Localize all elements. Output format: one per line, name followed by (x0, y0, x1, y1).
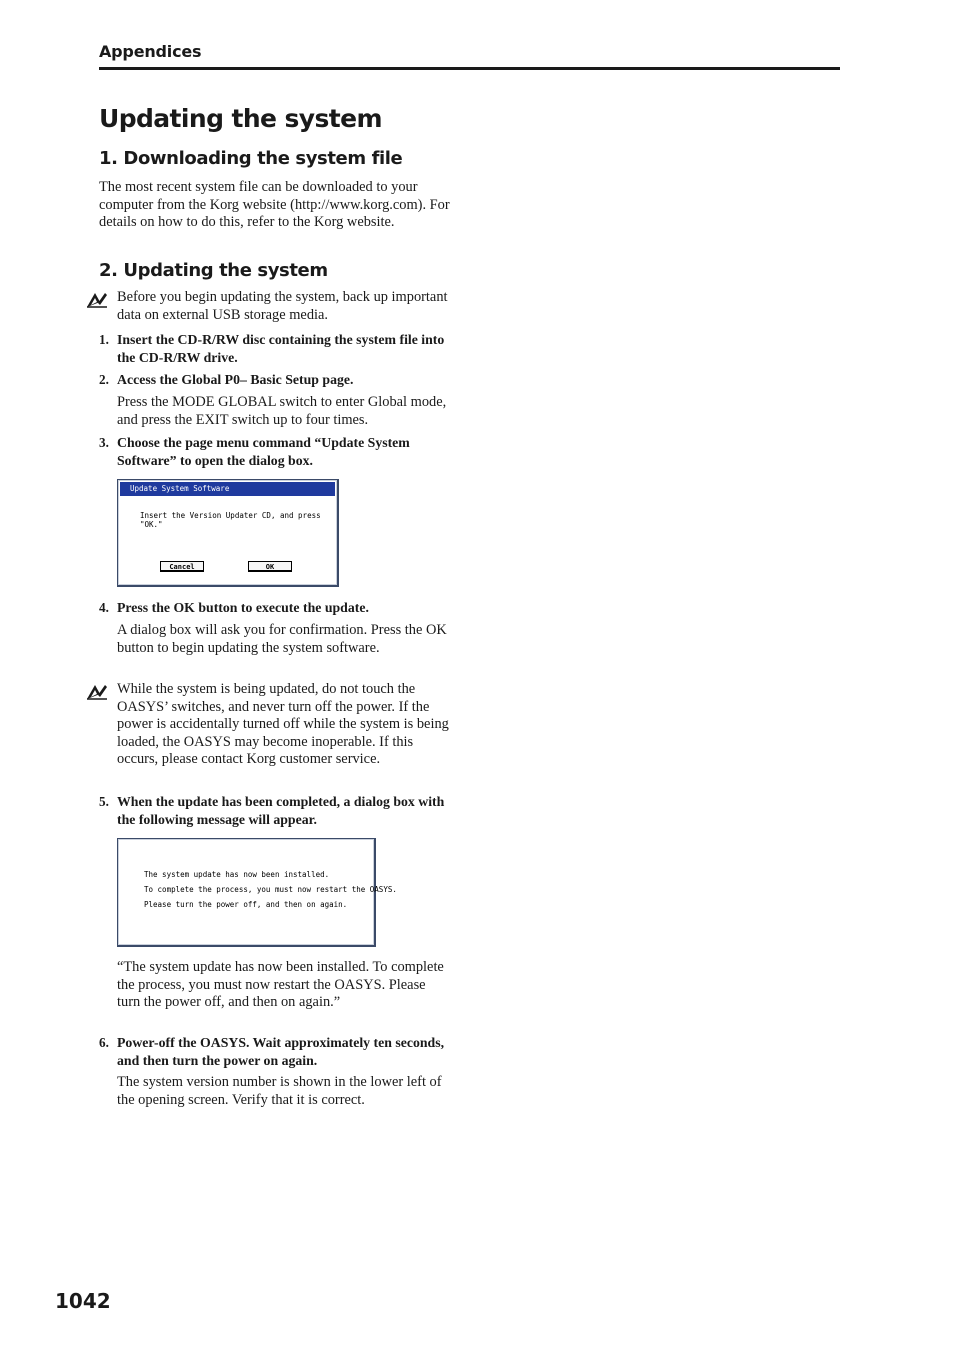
step-number: 6. (99, 1035, 109, 1050)
step-number: 5. (99, 794, 109, 809)
note-backup: Before you begin updating the system, back up important data on external USB storage media. (117, 289, 448, 323)
header-rule (99, 67, 840, 70)
note-do-not-power-off: While the system is being updated, do not touch the OASYS’ switches, and never turn off the power. If the power is accidentally turned off while the system is being loaded, the OASYS may become inoperable. If this occurs, please contact Korg customer service. (117, 681, 449, 767)
step-text: Insert the CD-R/RW disc containing the system file into the CD-R/RW drive. (117, 332, 445, 365)
step-number: 1. (99, 332, 109, 347)
step-text: Access the Global P0– Basic Setup page. (117, 372, 354, 387)
step-body: A dialog box will ask you for confirmation. Press the OK button to begin updating the system software. (117, 622, 447, 656)
step-text: Choose the page menu command “Update System Software” to open the dialog box. (117, 435, 410, 468)
step-body: Press the MODE GLOBAL switch to enter Global mode, and press the EXIT switch up to four times. (117, 394, 447, 428)
section1-heading: 1. Downloading the system file (99, 148, 403, 169)
dialog-title-bar: Update System Software (120, 482, 335, 496)
page-number: 1042 (55, 1289, 111, 1313)
update-dialog-screenshot (117, 479, 339, 587)
running-head: Appendices (99, 42, 202, 61)
page-title: Updating the system (99, 104, 382, 133)
dialog-message-line: To complete the process, you must now restart the OASYS. (144, 885, 397, 894)
dialog-message-line: Please turn the power off, and then on again. (144, 900, 348, 909)
step-number: 4. (99, 600, 109, 615)
section1-body: The most recent system file can be downloaded to your computer from the Korg website (http://www.korg.com). For details on how to do this, refer to the Korg website. (99, 179, 450, 230)
step-text: When the update has been completed, a dialog box with the following message will appear. (117, 794, 445, 827)
step-number: 3. (99, 435, 109, 450)
section2-heading: 2. Updating the system (99, 260, 328, 281)
caution-pen-icon (86, 682, 108, 700)
caution-pen-icon (86, 290, 108, 308)
dialog-message: Insert the Version Updater CD, and press "OK." (140, 511, 321, 529)
cancel-button[interactable]: Cancel (160, 561, 204, 572)
ok-button[interactable]: OK (248, 561, 292, 572)
update-complete-dialog-screenshot (117, 838, 397, 947)
step-text: Press the OK button to execute the update. (117, 600, 369, 615)
dialog-message-line: The system update has now been installed. (144, 870, 330, 879)
step-body: The system version number is shown in the lower left of the opening screen. Verify that it is correct. (117, 1074, 442, 1108)
step-body: “The system update has now been installed. To complete the process, you must now restart the OASYS. Please turn the power off, and then on again.” (117, 959, 444, 1010)
step-text: Power-off the OASYS. Wait approximately ten seconds, and then turn the power on again. (117, 1035, 445, 1068)
step-number: 2. (99, 372, 109, 387)
